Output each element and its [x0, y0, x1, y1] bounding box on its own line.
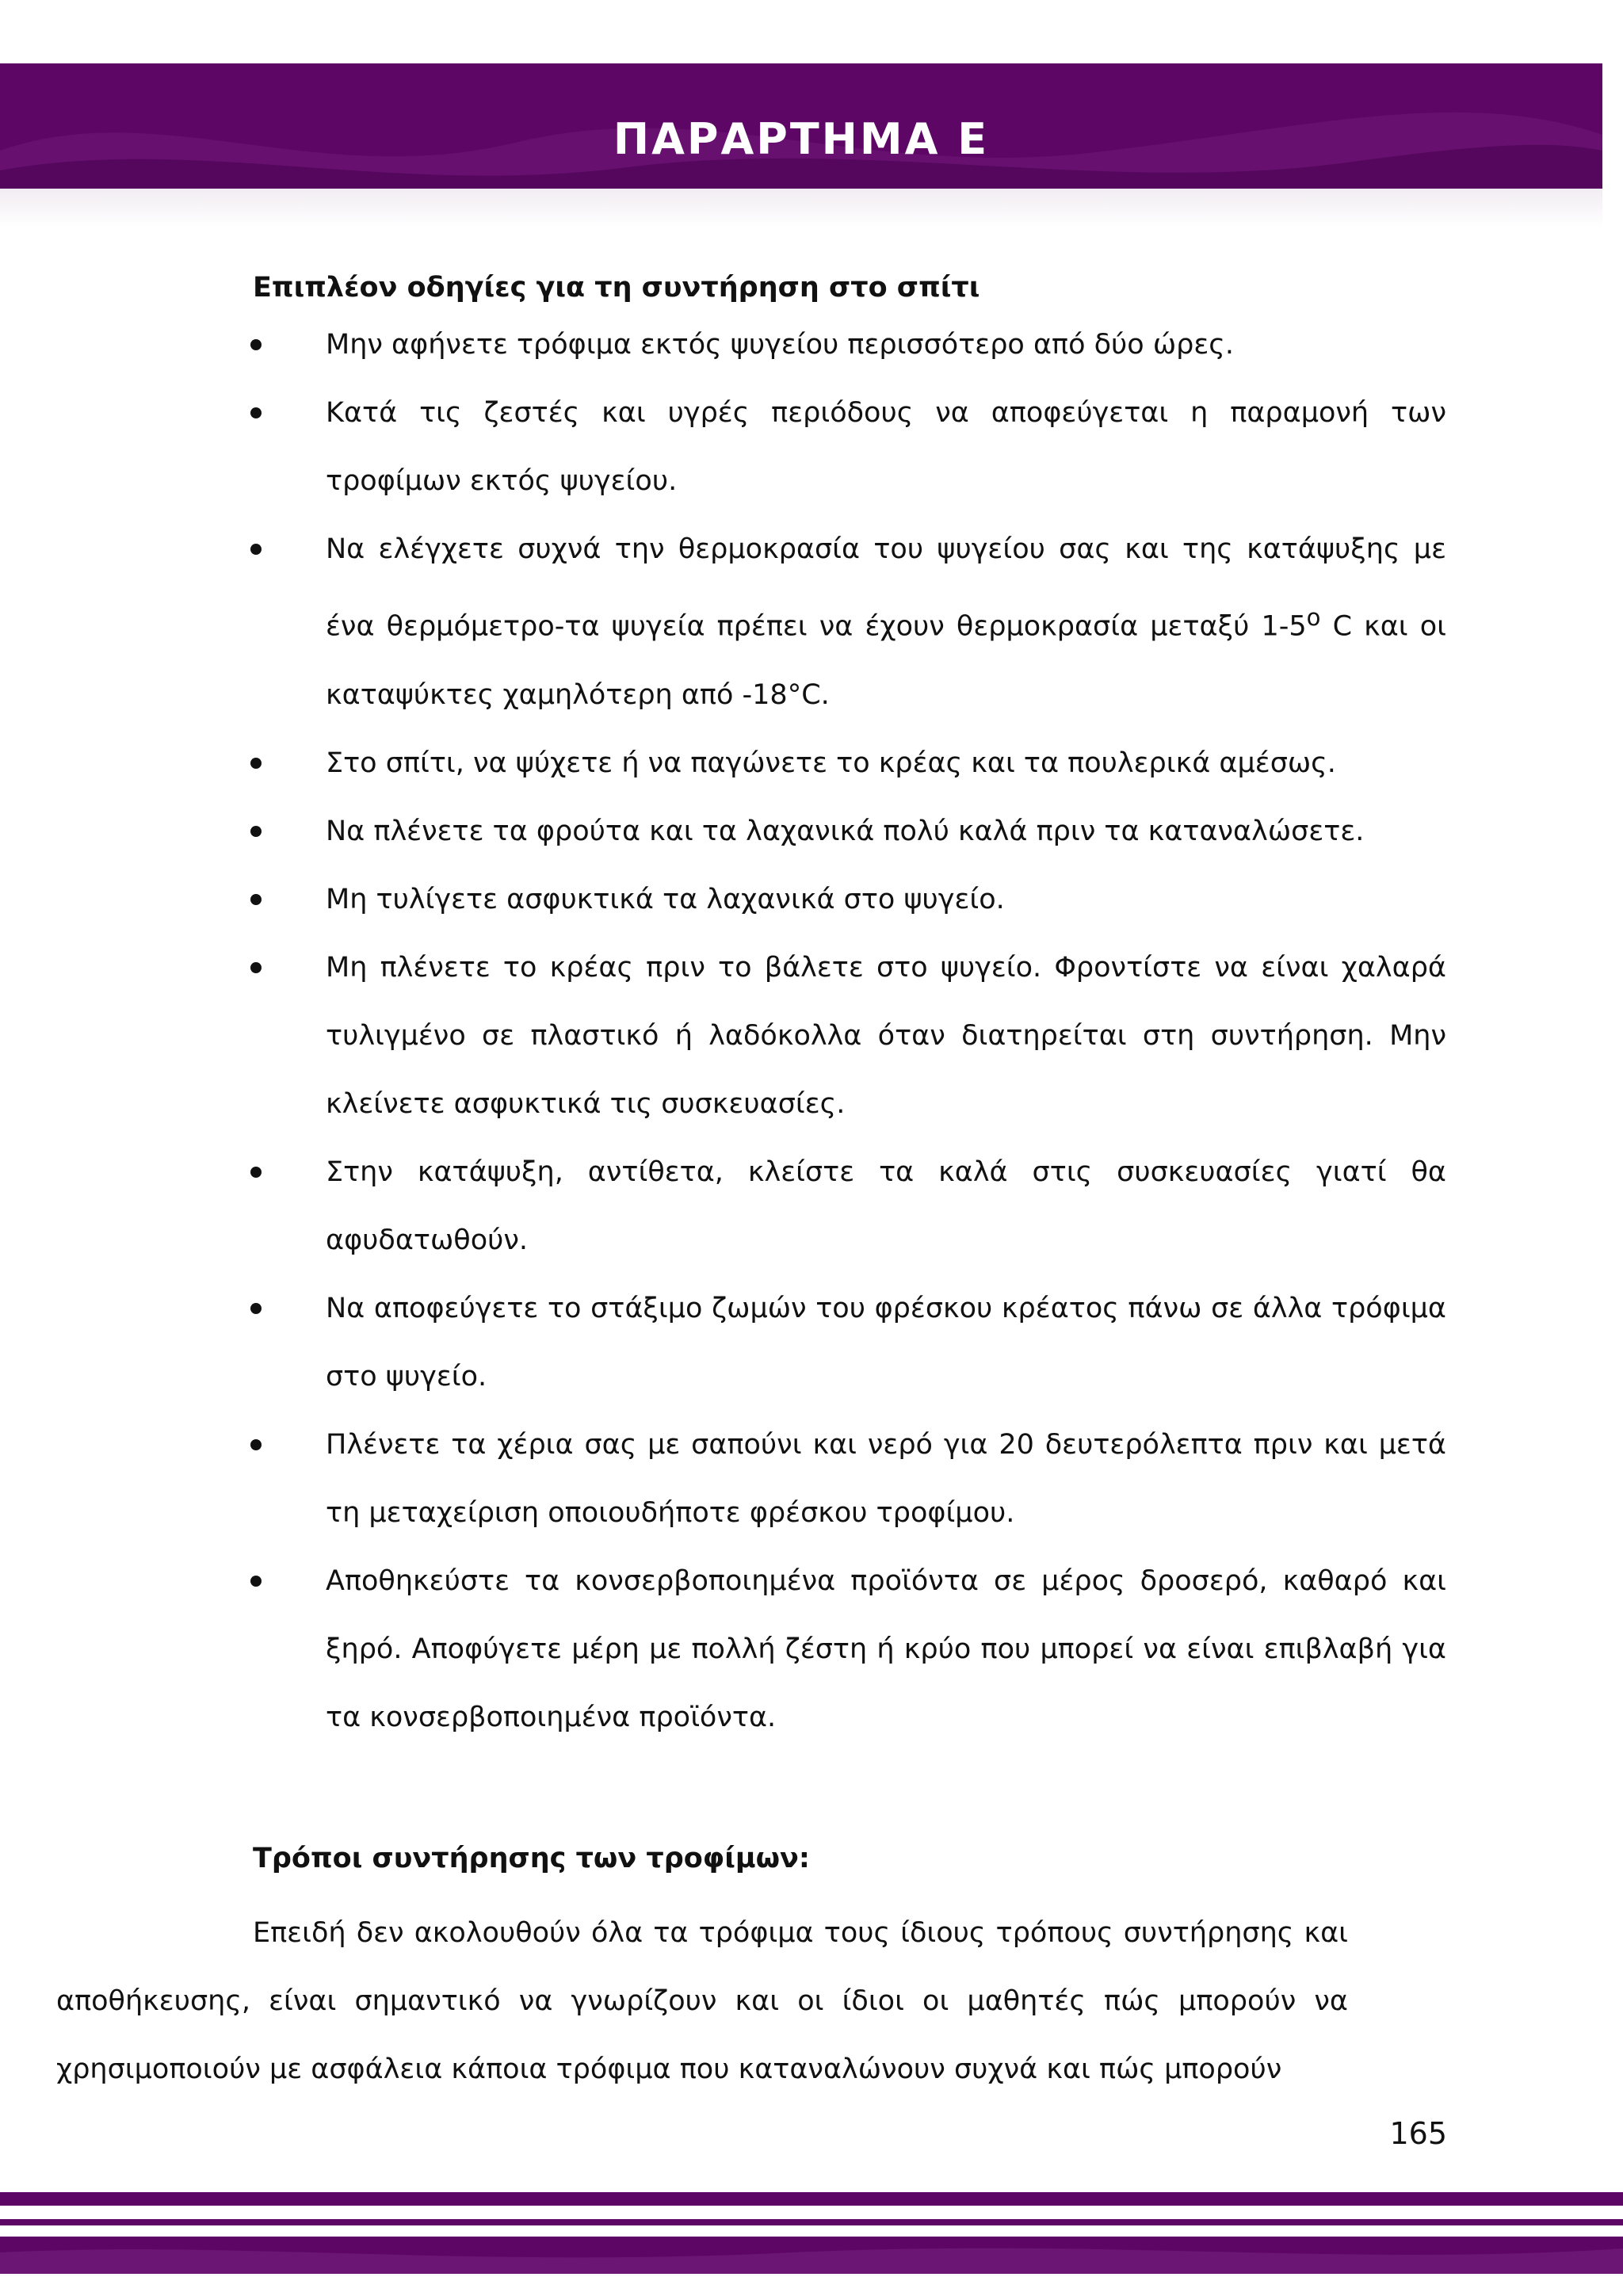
- list-item: Κατά τις ζεστές και υγρές περιόδους να αποφεύγεται η παραμονή των τροφίμων εκτός ψυγείου.: [155, 379, 1446, 515]
- list-item: Πλένετε τα χέρια σας με σαπούνι και νερό για 20 δευτερόλεπτα πριν και μετά τη μεταχείριση οποιουδήποτε φρέσκου τροφίμου.: [155, 1411, 1446, 1547]
- bullet-icon: [250, 407, 262, 418]
- bullet-icon: [250, 758, 262, 769]
- header-band: [0, 63, 1602, 189]
- list-item: Μην αφήνετε τρόφιμα εκτός ψυγείου περισσότερο από δύο ώρες.: [155, 311, 1446, 379]
- bullet-icon: [250, 894, 262, 905]
- footer-band: [0, 2237, 1623, 2274]
- list-item: Στην κατάψυξη, αντίθετα, κλείστε τα καλά στις συσκευασίες γιατί θα αφυδατωθούν.: [155, 1138, 1446, 1274]
- list-item: Να ελέγχετε συχνά την θερμοκρασία του ψυγείου σας και της κατάψυξης με ένα θερμόμετρο-τα ψυγεία πρέπει να έχουν θερμοκρασία μεταξύ 1-5$^o$ C και οι καταψύκτες χαμηλότερη από -18°C.: [155, 515, 1446, 729]
- bullet-icon: [250, 544, 262, 555]
- page-title: ΠΑΡΑΡΤΗΜΑ Ε: [613, 114, 990, 164]
- body-paragraph: Επειδή δεν ακολουθούν όλα τα τρόφιμα τους ίδιους τρόπους συντήρησης και αποθήκευσης, είναι σημαντικό να γνωρίζουν και οι ίδιοι οι μαθητές πώς μπορούν να χρησιμοποιούν με ασφάλεια κάποια τρόφιμα που καταναλώνουν συχνά και πώς μπορούν: [56, 1916, 1348, 2085]
- list-item: Αποθηκεύστε τα κονσερβοποιημένα προϊόντα σε μέρος δροσερό, καθαρό και ξηρό. Αποφύγετε μέρη με πολλή ζέστη ή κρύο που μπορεί να είναι επιβλαβή για τα κονσερβοποιημένα προϊόντα.: [155, 1547, 1446, 1752]
- document-body: [56, 269, 1446, 2103]
- degree-superscript: o: [1306, 604, 1321, 631]
- section-heading-home-storage: Επιπλέον οδηγίες για τη συντήρηση στο σπίτι: [253, 272, 980, 304]
- bullet-icon: [250, 1439, 262, 1450]
- bullet-icon: [250, 339, 262, 350]
- footer-rule: [0, 2219, 1623, 2225]
- bullet-icon: [250, 826, 262, 837]
- footer-rule: [0, 2192, 1623, 2206]
- page-number: 165: [1389, 2116, 1447, 2151]
- bullet-icon: [250, 962, 262, 973]
- section-heading-preservation-methods: Τρόποι συντήρησης των τροφίμων:: [253, 1842, 810, 1874]
- list-item: Στο σπίτι, να ψύχετε ή να παγώνετε το κρέας και τα πουλερικά αμέσως.: [155, 729, 1446, 797]
- footer-wave-decoration: [0, 2237, 1623, 2274]
- list-item: Μη τυλίγετε ασφυκτικά τα λαχανικά στο ψυγείο.: [155, 865, 1446, 934]
- header-fade: [0, 189, 1602, 227]
- list-item: Να πλένετε τα φρούτα και τα λαχανικά πολύ καλά πριν τα καταναλώσετε.: [155, 797, 1446, 865]
- bullet-icon: [250, 1303, 262, 1314]
- list-item: Μη πλένετε το κρέας πριν το βάλετε στο ψυγείο. Φροντίστε να είναι χαλαρά τυλιγμένο σε πλαστικό ή λαδόκολλα όταν διατηρείται στη συντήρηση. Μην κλείνετε ασφυκτικά τις συσκευασίες.: [155, 934, 1446, 1138]
- bullet-icon: [250, 1576, 262, 1587]
- bullet-list: [155, 311, 1446, 1752]
- list-item: Να αποφεύγετε το στάξιμο ζωμών του φρέσκου κρέατος πάνω σε άλλα τρόφιμα στο ψυγείο.: [155, 1274, 1446, 1411]
- bullet-icon: [250, 1167, 262, 1178]
